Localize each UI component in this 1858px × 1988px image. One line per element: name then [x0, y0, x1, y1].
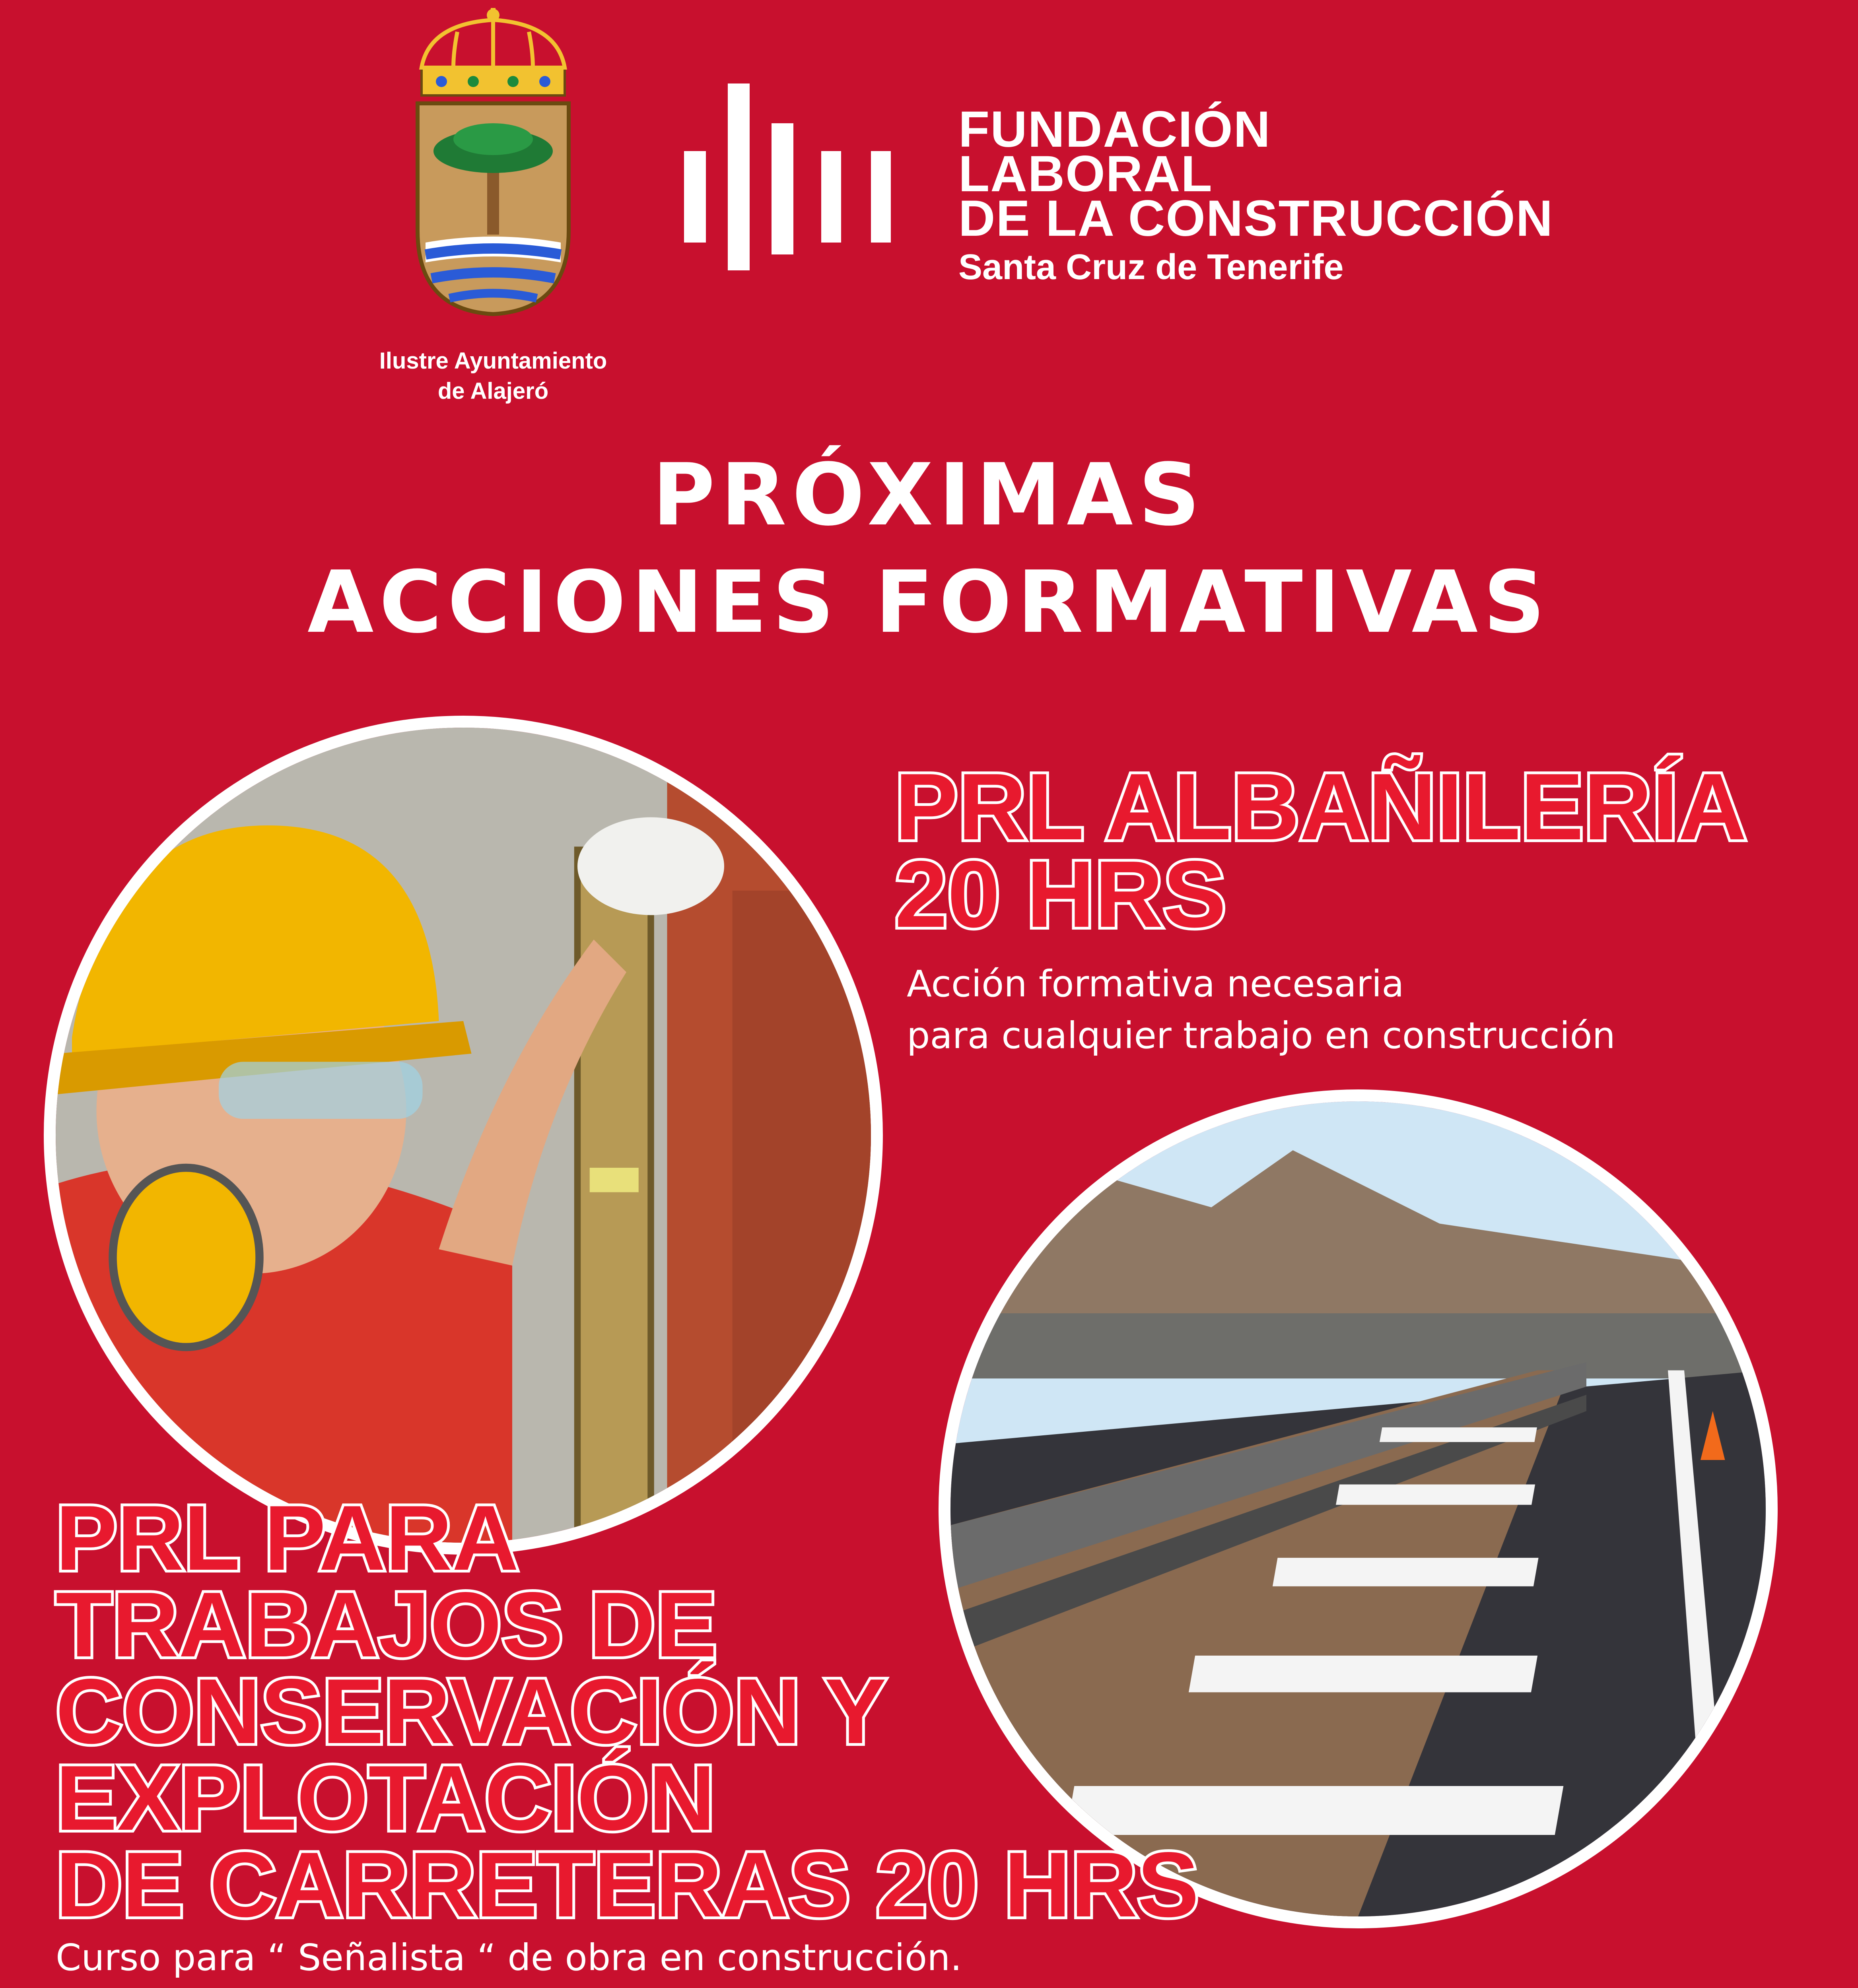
- foundation-name: [958, 101, 1554, 291]
- course1-line1: PRL ALBAÑILERÍA: [895, 754, 1747, 860]
- course2-heading: [56, 1487, 1199, 1936]
- course1-heading: [895, 754, 1747, 947]
- course1-desc-line2: para cualquier trabajo en construcción: [907, 1014, 1615, 1057]
- foundation-line1: FUNDACIÓN: [958, 101, 1271, 158]
- course2-line1: PRL PARA: [56, 1487, 519, 1590]
- foundation-city: Santa Cruz de Tenerife: [958, 247, 1344, 287]
- course2-line4: EXPLOTACIÓN: [56, 1747, 715, 1850]
- worker-photo: [44, 716, 883, 1555]
- course1-desc-line1: Acción formativa necesaria: [907, 963, 1404, 1005]
- course1-description: [907, 958, 1615, 1062]
- crest-caption: [326, 346, 660, 406]
- foundation-bars-logo-icon: [684, 83, 899, 270]
- title-line2: ACCIONES FORMATIVAS: [307, 552, 1551, 652]
- crest-caption-line2: de Alajeró: [437, 378, 549, 404]
- course2-line5: DE CARRETERAS 20 HRS: [56, 1833, 1199, 1936]
- page-title: [0, 441, 1858, 656]
- municipal-crest-icon: [394, 8, 593, 318]
- course2-line2: TRABAJOS DE: [56, 1573, 717, 1676]
- course1-line2: 20 HRS: [895, 842, 1226, 947]
- title-line1: PRÓXIMAS: [652, 445, 1206, 545]
- worker-illustration: [56, 728, 871, 1543]
- crest-caption-line1: Ilustre Ayuntamiento: [379, 348, 607, 374]
- foundation-line2: LABORAL: [958, 146, 1213, 202]
- course2-description: Curso para “ Señalista “ de obra en construcción.: [56, 1936, 962, 1979]
- foundation-line3: DE LA CONSTRUCCIÓN: [958, 190, 1554, 247]
- course2-line3: CONSERVACIÓN Y: [56, 1660, 886, 1763]
